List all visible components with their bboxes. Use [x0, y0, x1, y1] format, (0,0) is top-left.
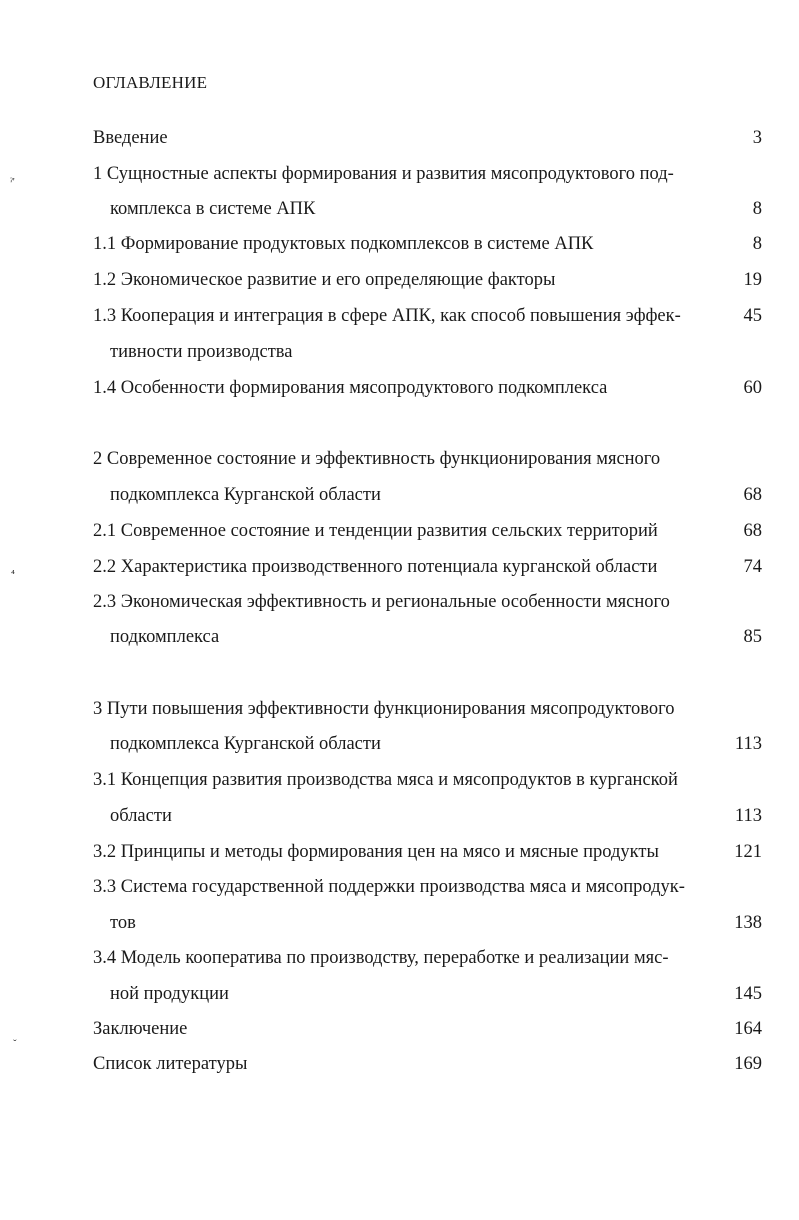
toc-entry-title: Заключение — [93, 1019, 188, 1039]
toc-page-number: 3 — [752, 128, 762, 148]
toc-page-number: 8 — [752, 199, 762, 219]
toc-heading: ОГЛАВЛЕНИЕ — [93, 73, 208, 92]
toc-entry-title: 1.2 Экономическое развитие и его определяющие факторы — [93, 270, 556, 290]
toc-page-number: 113 — [734, 806, 762, 826]
toc-entry-title: 2 Современное состояние и эффективность функционирования мясного — [93, 449, 661, 469]
toc-entry-title: 2.3 Экономическая эффективность и региональные особенности мясного — [93, 592, 670, 612]
toc-page-number: 8 — [752, 234, 762, 254]
scan-speck: ˀ' — [10, 176, 15, 188]
toc-entry-title: комплекса в системе АПК — [110, 199, 316, 219]
toc-entry-title: подкомплекса Курганской области — [110, 485, 381, 505]
toc-entry-title: ной продукции — [110, 984, 229, 1004]
toc-entry-title: тивности производства — [110, 342, 293, 362]
toc-entry-title: Список литературы — [93, 1054, 248, 1074]
toc-entry-title: 2.2 Характеристика производственного потенциала курганской области — [93, 557, 658, 577]
toc-entry-title: области — [110, 806, 172, 826]
toc-page-number: 68 — [743, 521, 762, 541]
toc-page-number: 164 — [734, 1019, 762, 1039]
toc-entry-title: 1.1 Формирование продуктовых подкомплексов в системе АПК — [93, 234, 594, 254]
toc-entry-title: Введение — [93, 128, 168, 148]
toc-entry-title: подкомплекса — [110, 627, 220, 647]
toc-page-number: 85 — [743, 627, 762, 647]
toc-page-number: 19 — [743, 270, 762, 290]
toc-entry-title: 3.3 Система государственной поддержки производства мяса и мясопродук- — [93, 877, 685, 897]
toc-page-number: 145 — [734, 984, 762, 1004]
toc-page-number: 169 — [734, 1054, 762, 1074]
scan-speck: ˇ — [13, 1038, 17, 1050]
toc-entry-title: тов — [110, 913, 136, 933]
toc-entry-title: 3 Пути повышения эффективности функционирования мясопродуктового — [93, 699, 675, 719]
toc-entry-title: 3.1 Концепция развития производства мяса и мясопродуктов в курганской — [93, 770, 678, 790]
toc-page-number: 74 — [743, 557, 762, 577]
toc-page-number: 113 — [734, 734, 762, 754]
toc-entry-title: 1.3 Кооперация и интеграция в сфере АПК, как способ повышения эффек- — [93, 306, 681, 326]
toc-entry-title: 3.2 Принципы и методы формирования цен на мясо и мясные продукты — [93, 842, 659, 862]
toc-page-number: 60 — [743, 378, 762, 398]
scan-speck: ⁴ — [11, 568, 15, 580]
toc-entry-title: подкомплекса Курганской области — [110, 734, 381, 754]
toc-entry-title: 1.4 Особенности формирования мясопродуктового подкомплекса — [93, 378, 608, 398]
toc-page-number: 45 — [743, 306, 762, 326]
toc-entry-title: 2.1 Современное состояние и тенденции развития сельских территорий — [93, 521, 658, 541]
toc-page-number: 68 — [743, 485, 762, 505]
toc-page-number: 138 — [734, 913, 762, 933]
toc-entry-title: 3.4 Модель кооператива по производству, переработке и реализации мяс- — [93, 948, 669, 968]
toc-entry-title: 1 Сущностные аспекты формирования и развития мясопродуктового под- — [93, 164, 674, 184]
toc-page-number: 121 — [734, 842, 762, 862]
